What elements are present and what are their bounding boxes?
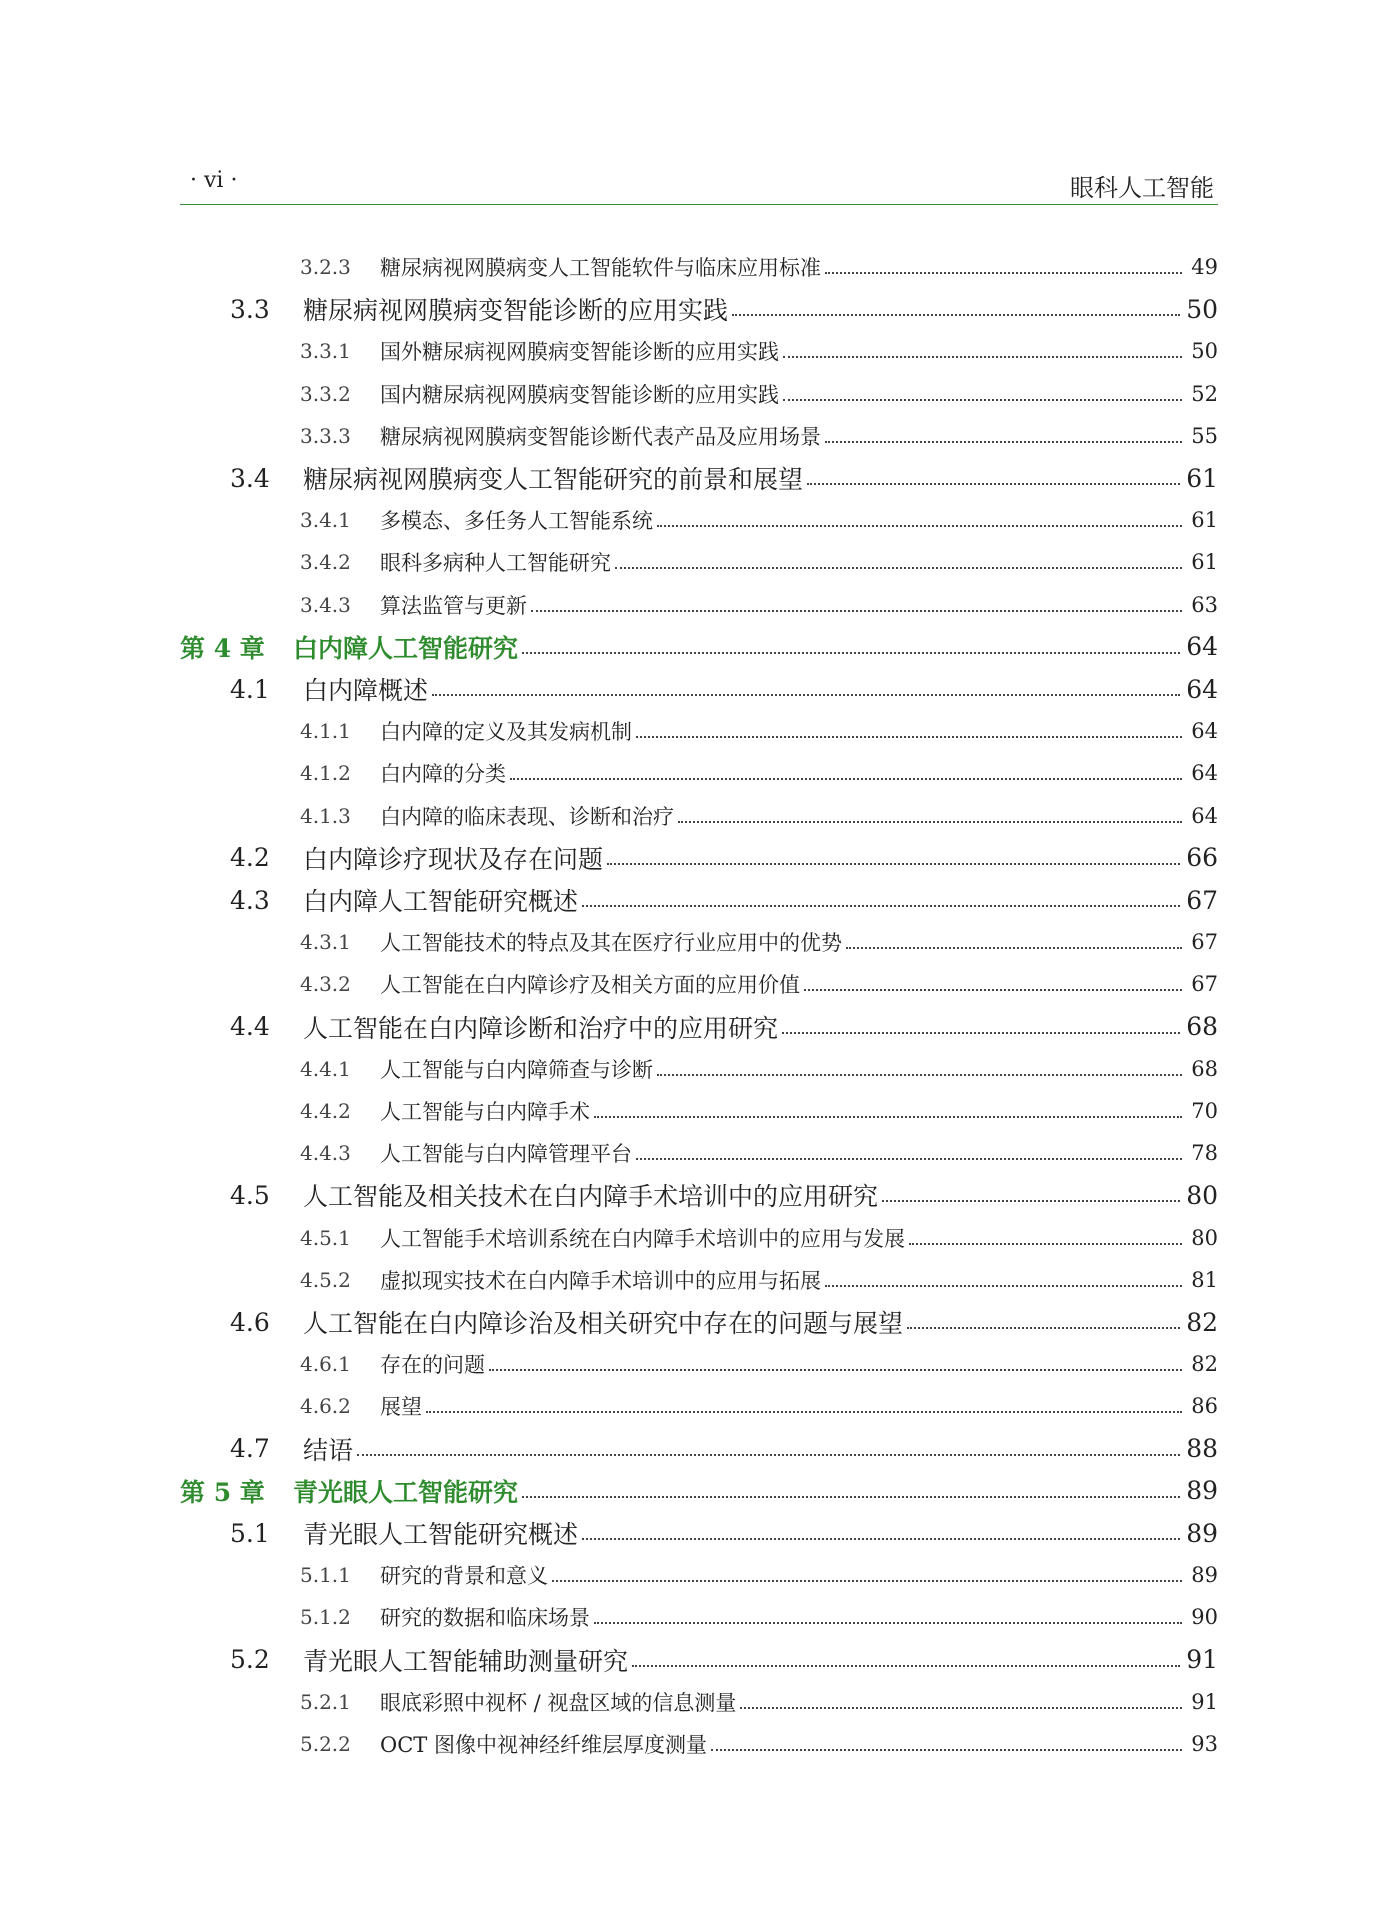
toc-entry-page: 61	[1191, 550, 1218, 575]
toc-entry-page: 61	[1191, 508, 1218, 533]
toc-entry-number: 4.6	[230, 1307, 270, 1337]
toc-entry-page: 89	[1191, 1563, 1218, 1588]
toc-entry[interactable]	[0, 925, 1378, 959]
toc-entry-number: 4.4.2	[300, 1099, 351, 1123]
page-header	[180, 168, 1218, 205]
dot-leader	[607, 863, 1180, 865]
toc-entry-page: 66	[1186, 843, 1218, 873]
toc-entry[interactable]	[0, 714, 1378, 748]
toc-entry-page: 63	[1191, 592, 1218, 617]
toc-entry-number: 5.1	[230, 1518, 270, 1548]
toc-entry-number: 4.6.1	[300, 1352, 351, 1377]
toc-entry-title: 研究的背景和意义	[380, 1564, 548, 1589]
toc-entry-title: 白内障诊疗现状及存在问题	[303, 844, 604, 874]
toc-entry[interactable]	[0, 419, 1378, 453]
dot-leader	[825, 1285, 1182, 1287]
toc-entry-number: 5.2.1	[300, 1689, 351, 1714]
toc-entry-number: 4.1.3	[300, 803, 351, 828]
toc-entry[interactable]	[0, 588, 1378, 622]
dot-leader	[657, 525, 1182, 527]
toc-entry-number: 4.1	[230, 674, 270, 704]
toc-entry-title: 结语	[303, 1435, 354, 1465]
toc-entry-page: 67	[1186, 885, 1218, 915]
toc-entry[interactable]	[0, 1516, 1378, 1550]
toc-entry-title: 人工智能技术的特点及其在医疗行业应用中的优势	[380, 931, 842, 956]
toc-entry-title: 青光眼人工智能研究概述	[303, 1520, 579, 1549]
toc-entry-number: 4.5	[230, 1180, 270, 1210]
toc-entry-page: 81	[1191, 1267, 1218, 1292]
toc-entry[interactable]	[0, 1178, 1378, 1212]
toc-entry-number: 4.4	[230, 1012, 270, 1042]
dot-leader	[510, 778, 1182, 780]
toc-entry-title: 虚拟现实技术在白内障手术培训中的应用与拓展	[380, 1268, 821, 1293]
toc-entry[interactable]	[0, 1347, 1378, 1381]
toc-entry-title: 糖尿病视网膜病变智能诊断的应用实践	[303, 296, 729, 326]
toc-entry[interactable]	[0, 545, 1378, 579]
dot-leader	[552, 1580, 1182, 1582]
dot-leader	[582, 905, 1180, 907]
toc-entry[interactable]	[0, 503, 1378, 537]
dot-leader	[678, 821, 1182, 823]
dot-leader	[825, 441, 1182, 443]
toc-entry-number: 3.4.1	[300, 508, 351, 533]
toc-entry-title: 糖尿病视网膜病变人工智能软件与临床应用标准	[380, 256, 821, 280]
toc-entry-number: 3.3.2	[300, 381, 351, 406]
dot-leader	[522, 652, 1180, 654]
toc-entry-title: 研究的数据和临床场景	[380, 1606, 590, 1631]
toc-entry-title: 人工智能在白内障诊断和治疗中的应用研究	[303, 1013, 779, 1043]
toc-entry[interactable]	[0, 1136, 1378, 1170]
toc-entry-page: 68	[1186, 1012, 1218, 1042]
toc-entry-title: 眼底彩照中视杯 / 视盘区域的信息测量	[380, 1690, 737, 1715]
toc-entry[interactable]	[0, 377, 1378, 411]
toc-entry[interactable]	[0, 334, 1378, 368]
toc-entry-page: 64	[1191, 719, 1218, 744]
dot-leader	[783, 399, 1182, 401]
toc-entry-page: 67	[1191, 972, 1218, 997]
toc-entry-title: 展望	[380, 1395, 422, 1420]
toc-entry[interactable]	[0, 1727, 1378, 1761]
toc-entry[interactable]	[0, 672, 1378, 706]
toc-entry[interactable]	[0, 250, 1378, 284]
toc-entry[interactable]	[0, 1600, 1378, 1634]
toc-entry-page: 68	[1191, 1056, 1218, 1081]
dot-leader	[636, 736, 1182, 738]
toc-entry-title: 国外糖尿病视网膜病变智能诊断的应用实践	[380, 340, 779, 365]
toc-entry[interactable]	[0, 1558, 1378, 1592]
toc-entry[interactable]	[0, 883, 1378, 917]
toc-entry-page: 67	[1191, 930, 1218, 955]
toc-entry-page: 49	[1191, 255, 1218, 279]
toc-entry-page: 82	[1186, 1307, 1218, 1337]
page-number: · vi ·	[190, 168, 238, 193]
toc-entry-number: 4.5.1	[300, 1225, 351, 1250]
dot-leader	[882, 1200, 1180, 1202]
toc-entry-title: 糖尿病视网膜病变智能诊断代表产品及应用场景	[380, 424, 821, 449]
dot-leader	[783, 356, 1182, 358]
toc-entry-number: 4.3.1	[300, 930, 351, 955]
toc-entry[interactable]	[0, 630, 1378, 664]
toc-entry[interactable]	[0, 1389, 1378, 1423]
toc-entry[interactable]	[0, 461, 1378, 495]
toc-entry[interactable]	[0, 1685, 1378, 1719]
toc-entry-number: 5.1.2	[300, 1605, 351, 1630]
toc-entry-number: 3.4	[230, 463, 270, 493]
toc-entry-page: 90	[1191, 1605, 1218, 1630]
dot-leader	[657, 1074, 1182, 1076]
toc-entry-title: 多模态、多任务人工智能系统	[380, 509, 653, 534]
toc-entry-title: 国内糖尿病视网膜病变智能诊断的应用实践	[380, 382, 779, 407]
toc-entry-number: 第 5 章	[180, 1477, 265, 1507]
toc-entry-number: 4.7	[230, 1434, 270, 1464]
toc-entry-number: 4.4.1	[300, 1056, 351, 1081]
toc-entry[interactable]	[0, 292, 1378, 326]
dot-leader	[594, 1622, 1182, 1624]
toc-entry-title: 青光眼人工智能研究	[293, 1477, 519, 1507]
toc-entry-title: 白内障概述	[303, 676, 429, 705]
toc-entry-number: 3.2.3	[300, 255, 351, 279]
toc-entry-number: 3.3.3	[300, 423, 351, 448]
toc-entry-number: 4.1.1	[300, 719, 351, 744]
toc-entry-number: 第 4 章	[180, 633, 265, 663]
toc-entry-page: 52	[1191, 381, 1218, 406]
toc-entry[interactable]	[0, 967, 1378, 1001]
toc-entry-number: 4.3	[230, 885, 270, 915]
toc-entry-title: 白内障人工智能研究	[293, 633, 519, 663]
toc-entry-number: 3.3	[230, 294, 270, 324]
toc-entry-title: 人工智能手术培训系统在白内障手术培训中的应用与发展	[380, 1226, 905, 1251]
toc-entry-number: 4.3.2	[300, 972, 351, 997]
toc-entry-page: 61	[1186, 463, 1218, 493]
dot-leader	[804, 989, 1182, 991]
dot-leader	[615, 567, 1182, 569]
toc-entry-title: 人工智能及相关技术在白内障手术培训中的应用研究	[303, 1182, 879, 1212]
dot-leader	[782, 1032, 1180, 1034]
toc-entry-title: 白内障的定义及其发病机制	[380, 720, 632, 745]
dot-leader	[357, 1454, 1180, 1456]
toc-entry-title: 人工智能与白内障手术	[380, 1100, 590, 1124]
toc-entry[interactable]	[0, 1094, 1378, 1128]
dot-leader	[846, 947, 1182, 949]
toc-entry-page: 88	[1186, 1434, 1218, 1464]
toc-entry-title: 白内障的临床表现、诊断和治疗	[380, 804, 674, 829]
book-title: 眼科人工智能	[1070, 174, 1214, 202]
toc-entry-page: 89	[1186, 1518, 1218, 1548]
dot-leader	[732, 314, 1180, 316]
toc-entry[interactable]	[0, 1221, 1378, 1255]
toc-entry-number: 3.3.1	[300, 339, 351, 364]
toc-entry[interactable]	[0, 1432, 1378, 1466]
toc-entry-number: 4.4.3	[300, 1141, 351, 1166]
toc-entry-title: 青光眼人工智能辅助测量研究	[303, 1646, 629, 1676]
toc-entry-number: 5.1.1	[300, 1563, 351, 1588]
dot-leader	[825, 272, 1182, 274]
dot-leader	[594, 1116, 1182, 1118]
toc-entry-number: 4.1.2	[300, 761, 351, 786]
toc-entry-title: 糖尿病视网膜病变人工智能研究的前景和展望	[303, 465, 804, 494]
dot-leader	[426, 1411, 1182, 1413]
dot-leader	[522, 1496, 1180, 1498]
toc-entry-page: 82	[1191, 1352, 1218, 1377]
toc-entry-title: 白内障人工智能研究概述	[303, 887, 579, 916]
toc-entry-number: 3.4.3	[300, 592, 351, 617]
toc-entry[interactable]	[0, 1052, 1378, 1086]
toc-entry-title: 白内障的分类	[380, 762, 506, 787]
toc-entry-title: OCT 图像中视神经纤维层厚度测量	[380, 1733, 707, 1757]
toc-entry[interactable]	[0, 756, 1378, 790]
toc-entry-page: 64	[1191, 761, 1218, 786]
dot-leader	[432, 694, 1180, 696]
toc-entry-page: 70	[1191, 1099, 1218, 1123]
toc-entry-page: 80	[1186, 1180, 1218, 1210]
toc-entry-page: 50	[1191, 339, 1218, 364]
toc-entry-page: 55	[1191, 423, 1218, 448]
toc-entry-page: 80	[1191, 1225, 1218, 1250]
dot-leader	[909, 1243, 1182, 1245]
dot-leader	[636, 1158, 1182, 1160]
dot-leader	[740, 1707, 1182, 1709]
toc-entry-page: 91	[1186, 1645, 1218, 1675]
toc-entry-title: 算法监管与更新	[380, 593, 527, 618]
toc-entry-page: 78	[1191, 1141, 1218, 1166]
toc-entry-title: 存在的问题	[380, 1353, 485, 1378]
toc-entry-title: 眼科多病种人工智能研究	[380, 551, 611, 576]
toc-entry-page: 89	[1186, 1476, 1218, 1506]
toc-entry-number: 3.4.2	[300, 550, 351, 575]
toc-entry-number: 4.6.2	[300, 1394, 351, 1419]
dot-leader	[531, 610, 1182, 612]
toc-entry[interactable]	[0, 1263, 1378, 1297]
dot-leader	[807, 483, 1180, 485]
dot-leader	[711, 1749, 1182, 1751]
toc-entry-number: 5.2.2	[300, 1732, 351, 1756]
toc-entry-title: 人工智能在白内障诊治及相关研究中存在的问题与展望	[303, 1309, 904, 1338]
toc-entry[interactable]	[0, 1474, 1378, 1508]
toc-entry-number: 4.2	[230, 843, 270, 873]
toc-entry-title: 人工智能与白内障管理平台	[380, 1142, 632, 1167]
dot-leader	[632, 1665, 1180, 1667]
dot-leader	[907, 1327, 1180, 1329]
toc-entry-number: 5.2	[230, 1645, 270, 1675]
toc-entry-page: 64	[1186, 674, 1218, 704]
toc-entry-page: 91	[1191, 1689, 1218, 1714]
toc-entry[interactable]	[0, 1305, 1378, 1339]
toc-entry-title: 人工智能在白内障诊疗及相关方面的应用价值	[380, 973, 800, 998]
toc-entry-page: 86	[1191, 1394, 1218, 1419]
toc-entry[interactable]	[0, 1643, 1378, 1677]
toc-entry-number: 4.5.2	[300, 1267, 351, 1292]
toc-entry-page: 64	[1191, 803, 1218, 828]
dot-leader	[489, 1369, 1182, 1371]
toc-entry-title: 人工智能与白内障筛查与诊断	[380, 1057, 653, 1082]
toc-entry[interactable]	[0, 1010, 1378, 1044]
toc-entry-page: 64	[1186, 632, 1218, 662]
toc-entry-page: 93	[1191, 1732, 1218, 1756]
dot-leader	[582, 1538, 1180, 1540]
toc-entry[interactable]	[0, 799, 1378, 833]
toc-entry-page: 50	[1186, 294, 1218, 324]
toc-entry[interactable]	[0, 841, 1378, 875]
